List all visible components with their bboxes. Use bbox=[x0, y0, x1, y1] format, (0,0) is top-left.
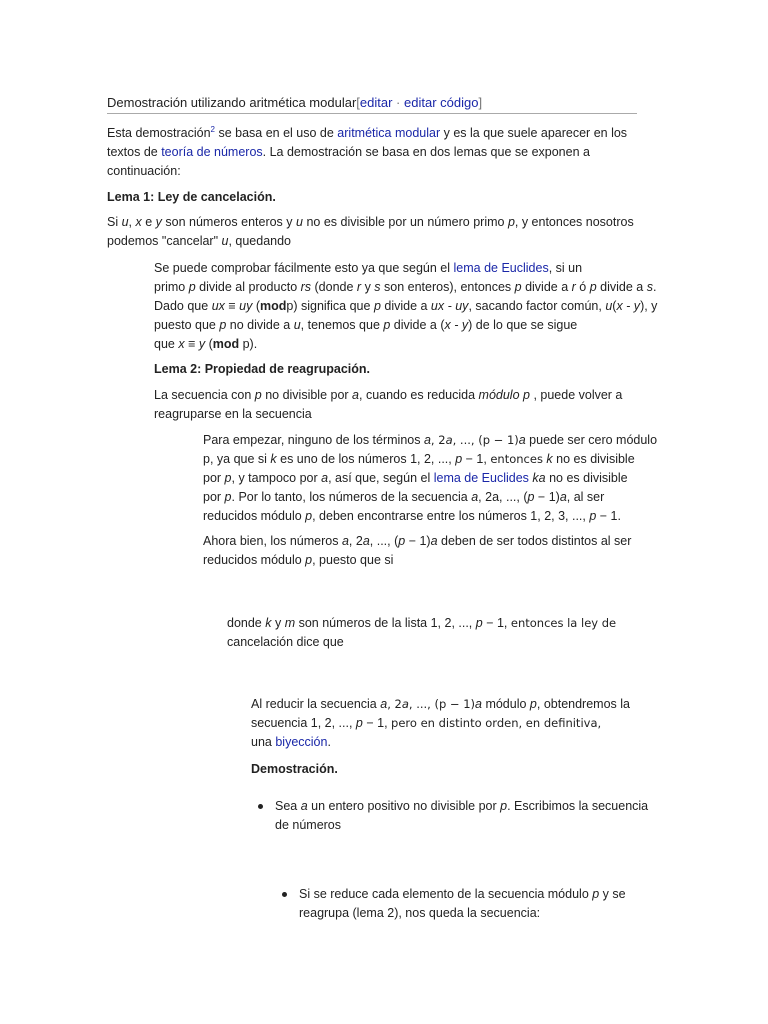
lema2-proof-cancel: donde k y m son números de la lista 1, 2, ..., p − 1, entonces la ley de cancelación dice que bbox=[227, 616, 617, 649]
demo-bullet-1: Sea a un entero positivo no divisible por p. Escribimos la secuencia de números bbox=[275, 799, 649, 832]
lema1-paragraph: Si u, x e y son números enteros y u no es divisible por un número primo p, y entonces nosotros podemos "cancelar" u, quedando bbox=[107, 215, 634, 248]
lema2-proof-distinct: Ahora bien, los números a, 2a, ..., (p − 1)a deben de ser todos distintos al ser reducidos módulo p, puesto que si bbox=[203, 534, 632, 567]
euclid-lemma-link[interactable]: lema de Euclides bbox=[453, 261, 549, 275]
demo-title: Demostración. bbox=[251, 762, 338, 776]
intro-paragraph: Esta demostración$^2$ se basa en el uso de aritmética modular y es la que suele aparecer en los textos de teoría de números. La demostración se basa en dos lemas que se exponen a continuación: bbox=[107, 124, 628, 178]
section-title: Demostración utilizando aritmética modular bbox=[107, 95, 357, 110]
lema2-proof-conclusion: Al reducir la secuencia a, 2a, ..., (p − 1)a módulo p, obtendremos la secuencia 1, 2, ..., p − 1, pero en distinto orden, en definitiva, una biyección. bbox=[251, 697, 630, 749]
edit-link[interactable]: editar bbox=[359, 95, 393, 110]
number-theory-link[interactable]: teoría de números bbox=[161, 145, 263, 159]
lema2-proof-start: Para empezar, ninguno de los términos a, 2a, ..., (p − 1)a puede ser cero módulo p, ya que si k es uno de los números 1, 2, ..., p − 1, entonces k no es divisible por p, y tampoco por a, así que, según el lema de Euclides ka no es divisible por p. Por lo tanto, los números de la secuencia a, 2a, ..., (p − 1)a, al ser reducidos módulo p, deben encontrarse entre los números 1, 2, 3, ..., p − 1. bbox=[203, 433, 658, 523]
edit-links: [editar · editar código] bbox=[356, 95, 483, 110]
demo-bullet-2: Si se reduce cada elemento de la secuencia módulo p y se reagrupa (lema 2), nos queda la secuencia: bbox=[299, 887, 626, 920]
bullet-icon bbox=[258, 804, 263, 809]
edit-code-link[interactable]: editar código bbox=[404, 95, 479, 110]
reference-link[interactable]: 2 bbox=[210, 124, 215, 134]
euclid-lemma-link-2[interactable]: lema de Euclides bbox=[433, 471, 529, 485]
lema2-paragraph: La secuencia con p no divisible por a, cuando es reducida módulo p , puede volver a reagruparse en la secuencia bbox=[154, 388, 623, 421]
lema1-proof: Se puede comprobar fácilmente esto ya que según el lema de Euclides, si un primo p divide al producto rs (donde r y s son enteros), entonces p divide a r ó p divide a s. Dado que ux ≡ uy (modp) significa que p divide a ux - uy, sacando factor común, u(x - y), y puesto que p no divide a u, tenemos que p divide a (x - y) de lo que se sigue que x ≡ y (mod p). bbox=[154, 261, 658, 351]
lema1-title: Lema 1: Ley de cancelación. bbox=[107, 190, 276, 204]
section-heading bbox=[107, 95, 637, 114]
bullet-icon bbox=[282, 892, 287, 897]
modular-arithmetic-link[interactable]: aritmética modular bbox=[337, 126, 441, 140]
lema2-title: Lema 2: Propiedad de reagrupación. bbox=[154, 362, 371, 376]
bijection-link[interactable]: biyección bbox=[275, 735, 328, 749]
